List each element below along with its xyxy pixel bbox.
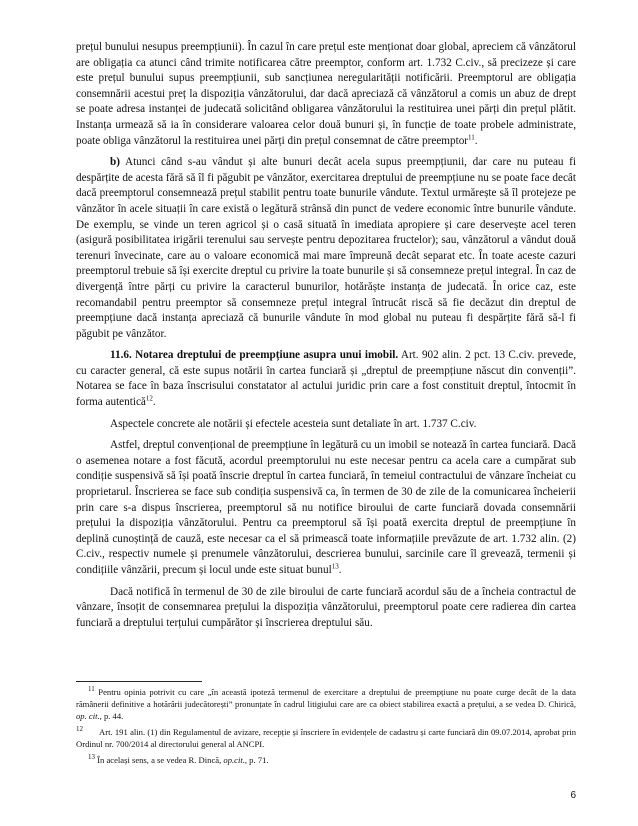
footnote-number: 11 [88, 685, 95, 694]
section-11-6: 11.6. Notarea dreptului de preempțiune asupra unui imobil. Art. 902 alin. 2 pct. 13 C.civ. prevede, cu caracter general, că este supus notării în cartea funciară și „dreptul de preempțiune născut din convenții”. Notarea se face în baza înscrisului constatator al actului juridic prin care a fost constituit dreptul, întocmit în forma autentică$^{12}$. [76, 349, 577, 409]
footnote-separator [76, 681, 202, 682]
body-text [76, 40, 576, 637]
page-number: 6 [570, 790, 576, 801]
footnotes [76, 686, 576, 770]
paragraph-point-b: b) Atunci când s-au vândut și alte bunuri decât acela supus preempțiunii, dar care nu puteau fi despărțite de acesta fără să îl fi păgubit pe vânzător, exercitarea dreptului de preempțiune nu se poate face decât dacă preemptorul consemnează prețul stabilit pentru toate bunurile vândute. Textul urmărește să îl protejeze pe vânzător în acele situații în care există o legătură strânsă din punct de vedere economic între bunurile vândute. De exemplu, se vinde un teren agricol și o casă situată în imediata apropiere și care deservește acel teren (asigură posibilitatea irigării terenului sau servește pentru depozitarea fructelor); sau, vânzătorul a vândut două terenuri învecinate, care au o valoare economică mai mare împreună decât separat etc. În toate aceste cazuri preemptorul trebuie să își exercite dreptul cu privire la toate bunurile și să consemneze prețul integral. În caz de divergență între părți cu privire la caracterul bunurilor, hotărăște instanța de judecată. În orice caz, este recomandabil pentru preemptor să consemneze prețul integral întrucât riscă să fie decăzut din dreptul de preempțiune dacă instanța apreciază că bunurile vândute în mod global nu puteau fi despărțite fără să-l fi păgubit pe vânzător. [76, 156, 576, 340]
paragraph-conventional-right: Astfel, dreptul convențional de preempțiune în legătură cu un imobil se notează în cartea funciară. Dacă o asemenea notare a fost făcută, acordul preemptorului nu este necesar pentru ca acela care a cumpărat sub condiție suspensivă să își poată înscrie dreptul în cartea funciară, în temeiul contractului de vânzare încheiat cu proprietarul. Înscrierea se face sub condiția suspensivă ca, în termen de 30 de zile de la comunicarea încheierii prin care s-a dispus înscrierea, preemptorul să nu notifice biroului de carte funciară dovada consemnării prețului la dispoziția vânzătorului. Pentru ca preemptorul să își poată exercita dreptul de preempțiune în deplină cunoștință de cauză, este necesar ca el să primească toate informațiile prevăzute de art. 1.732 alin. (2) C.civ., respectiv numele și prenumele vânzătorului, descrierea bunului, sarcinile care îl grevează, termenii și condițiile vânzării, precum și locul unde este situat bunul$^{13}$. [76, 439, 576, 576]
footnote-11: $^{11}$ Pentru opinia potrivit cu care „în această ipoteză termenul de exercitare a dreptului de preempțiune nu poate curge decât de la data rămânerii definitive a hotărârii judecătorești” pronunțate în cadrul litigiului care are ca obiect stabilirea exactă a prețului, a se vedea D. Chirică, op. cit., p. 44. [76, 685, 576, 721]
section-heading-11-6: 11.6. Notarea dreptului de preempțiune asupra unui imobil. [110, 349, 399, 362]
footnote-number: 12 [76, 725, 83, 734]
paragraph-notification-term: Dacă notifică în termenul de 30 de zile biroului de carte funciară acordul său de a încheia contractul de vânzare, însoțit de consemnarea prețului la dispoziția vânzătorului, preemptorul poate cere radierea din cartea funciară a dreptului terțului cumpărător și înscrierea dreptului său. [76, 585, 576, 629]
footnote-number: 13 [88, 753, 95, 762]
paragraph-concrete-aspects: Aspectele concrete ale notării și efectele acesteia sunt detaliate în art. 1.737 C.civ. [110, 417, 477, 430]
footnote-13: $^{13}$ În același sens, a se vedea R. Dincă, op.cit., p. 71. [88, 753, 269, 765]
footnote-ref-12[interactable]: 12 [145, 394, 153, 403]
footnote-ref-13[interactable]: 13 [331, 562, 339, 571]
paragraph-price-continuation: prețul bunului nesupus preempțiunii). În cazul în care prețul este menționat doar global, apreciem că vânzătorul are obligația ca atunci când trimite notificarea către preemptor, conform art. 1.732 C.civ., să precizeze și care este prețul bunului supus preempțiunii, sub sancțiunea neregularității notificării. Preemptorul are obligația consemnării acestui preț la dispoziția vânzătorului, dar dacă apreciază că vânzătorul a comis un abuz de drept se poate adresa instanței de judecată solicitând obligarea vânzătorului la restituirea unei părți din prețul plătit. Instanța urmează să ia în considerare valoarea celor două bunuri și, în funcție de toate probele administrate, poate obliga vânzătorul la restituirea unei părți din prețul consemnat de către preemptor$^{11}$. [76, 41, 576, 147]
footnote-ref-11[interactable]: 11 [468, 132, 475, 141]
point-b-label: b) [110, 156, 120, 169]
footnote-12: $^{12}$ Art. 191 alin. (1) din Regulamentul de avizare, recepție și înscriere în evidențele de cadastru și carte funciară din 09.07.2014, aprobat prin Ordinul nr. 700/2014 al directorului general al ANCPI. [76, 725, 576, 749]
